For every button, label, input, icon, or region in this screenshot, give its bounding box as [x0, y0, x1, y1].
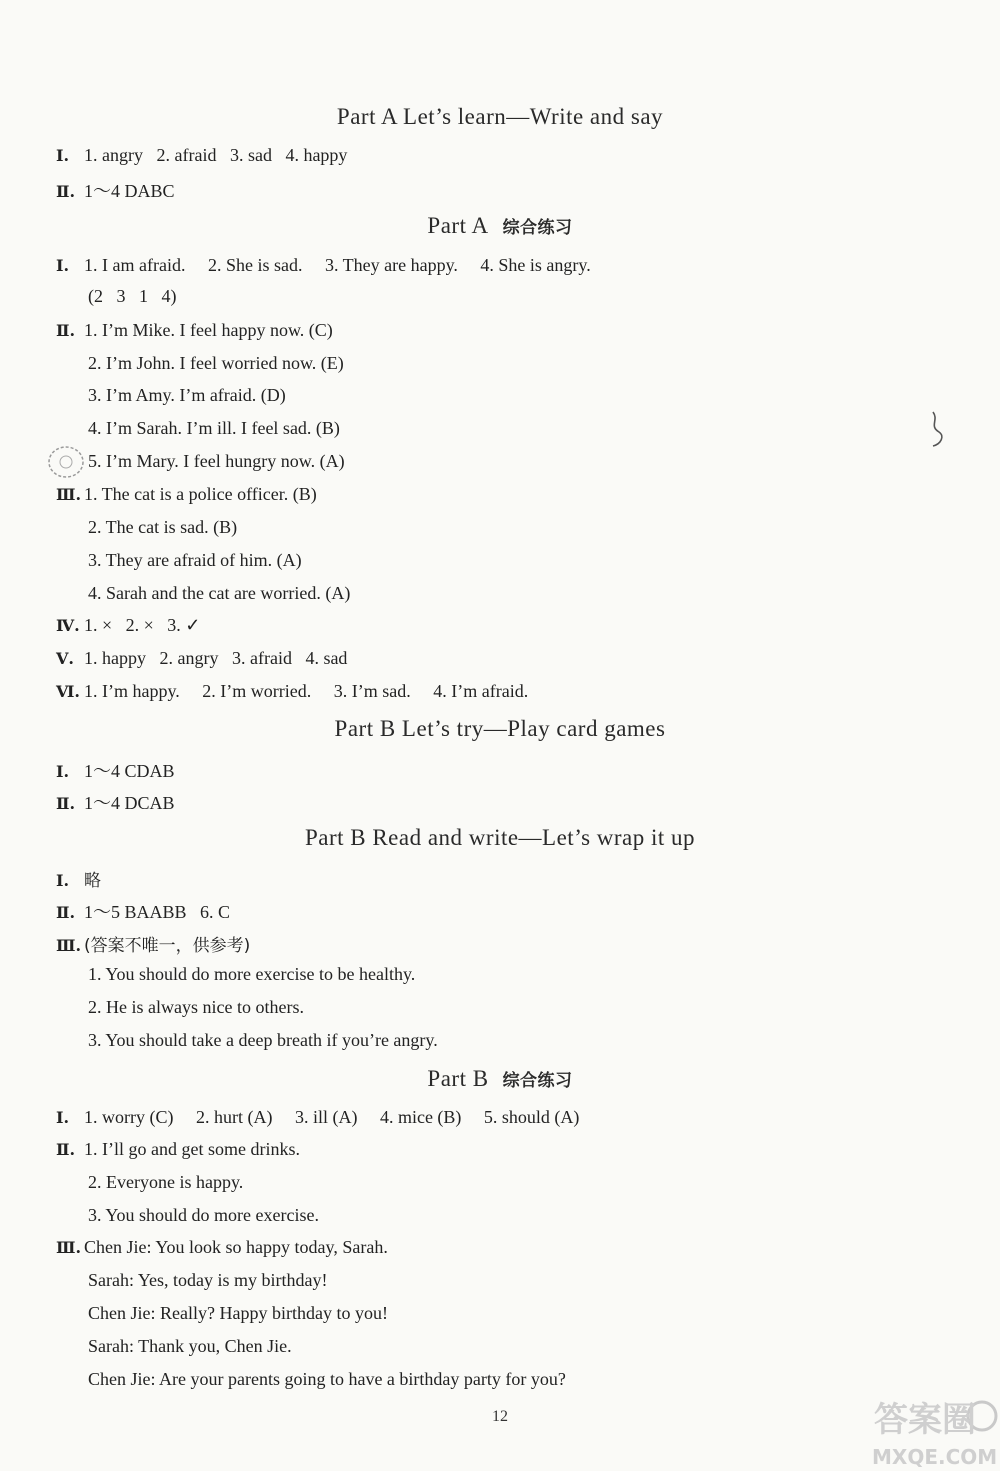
- page-number: 12: [492, 1408, 508, 1425]
- section-heading-part-a-learn: Part A Let’s learn—Write and say: [336, 104, 664, 129]
- answer-line: 1. You should do more exercise to be healthy.: [88, 964, 416, 984]
- answer-line: Chen Jie: Really? Happy birthday to you!: [88, 1303, 388, 1323]
- answer-line: Ⅲ. 1. The cat is a police officer. (B): [56, 484, 317, 504]
- answer-line: 2. The cat is sad. (B): [88, 517, 238, 537]
- answer-line: Ⅵ. 1. I’m happy. 2. I’m worried. 3. I’m sad. 4. I’m afraid.: [56, 681, 529, 701]
- answer-line: 4. Sarah and the cat are worried. (A): [88, 583, 351, 603]
- section-heading-part-b-try: Part B Let’s try—Play card games: [334, 716, 666, 741]
- stamp-mark-icon: [46, 442, 86, 482]
- answer-line: Ⅱ. 1～5 BAABB 6. C: [56, 902, 231, 922]
- answer-line: Sarah: Thank you, Chen Jie.: [88, 1336, 292, 1356]
- answer-line: 3. You should do more exercise.: [88, 1205, 319, 1225]
- answer-line: Ⅰ. 1. worry (C) 2. hurt (A) 3. ill (A) 4. mice (B) 5. should (A): [56, 1107, 580, 1127]
- section-heading-part-b-practice: Part B 综合练习: [427, 1066, 573, 1091]
- answer-line: 2. He is always nice to others.: [88, 997, 304, 1017]
- answer-line: Ⅳ. 1. × 2. × 3. ✓: [56, 615, 201, 635]
- answer-line: Ⅰ. 1. angry 2. afraid 3. sad 4. happy: [56, 145, 348, 165]
- answer-line: Ⅰ. 1～4 CDAB: [56, 761, 175, 781]
- svg-text:MXQE.COM: MXQE.COM: [872, 1445, 998, 1469]
- answer-line: 2. Everyone is happy.: [88, 1172, 244, 1192]
- answer-line: Ⅰ. 1. I am afraid. 2. She is sad. 3. They are happy. 4. She is angry.: [56, 255, 591, 275]
- answer-line: Ⅱ. 1～4 DCAB: [56, 793, 175, 813]
- answer-line: Ⅰ. 略: [56, 871, 101, 891]
- answer-line: Chen Jie: Are your parents going to have a birthday party for you?: [88, 1369, 566, 1389]
- answer-line: Ⅱ. 1～4 DABC: [56, 181, 175, 201]
- pen-mark-icon: [925, 410, 955, 450]
- section-heading-part-a-practice: Part A 综合练习: [427, 213, 573, 238]
- answer-line: Sarah: Yes, today is my birthday!: [88, 1270, 328, 1290]
- answer-line: Ⅱ. 1. I’m Mike. I feel happy now. (C): [56, 320, 333, 340]
- answer-line: Ⅱ. 1. I’ll go and get some drinks.: [56, 1139, 300, 1159]
- answer-line: 3. I’m Amy. I’m afraid. (D): [88, 385, 286, 405]
- answer-line: 3. They are afraid of him. (A): [88, 550, 302, 570]
- answer-line: Ⅲ. (答案不唯一，供参考): [56, 936, 251, 956]
- answer-line: (2 3 1 4): [88, 286, 177, 306]
- answer-line: Ⅲ. Chen Jie: You look so happy today, Sarah.: [56, 1237, 388, 1257]
- answer-line: 3. You should take a deep breath if you’re angry.: [88, 1030, 438, 1050]
- answer-line: 2. I’m John. I feel worried now. (E): [88, 353, 344, 373]
- svg-text:答案圈: 答案圈: [874, 1400, 976, 1440]
- answer-line: 4. I’m Sarah. I’m ill. I feel sad. (B): [88, 418, 340, 438]
- answer-line: Ⅴ. 1. happy 2. angry 3. afraid 4. sad: [56, 648, 348, 668]
- answer-line: 5. I’m Mary. I feel hungry now. (A): [88, 451, 345, 471]
- site-watermark-logo: [860, 1386, 1000, 1471]
- section-heading-part-b-read: Part B Read and write—Let’s wrap it up: [304, 825, 696, 850]
